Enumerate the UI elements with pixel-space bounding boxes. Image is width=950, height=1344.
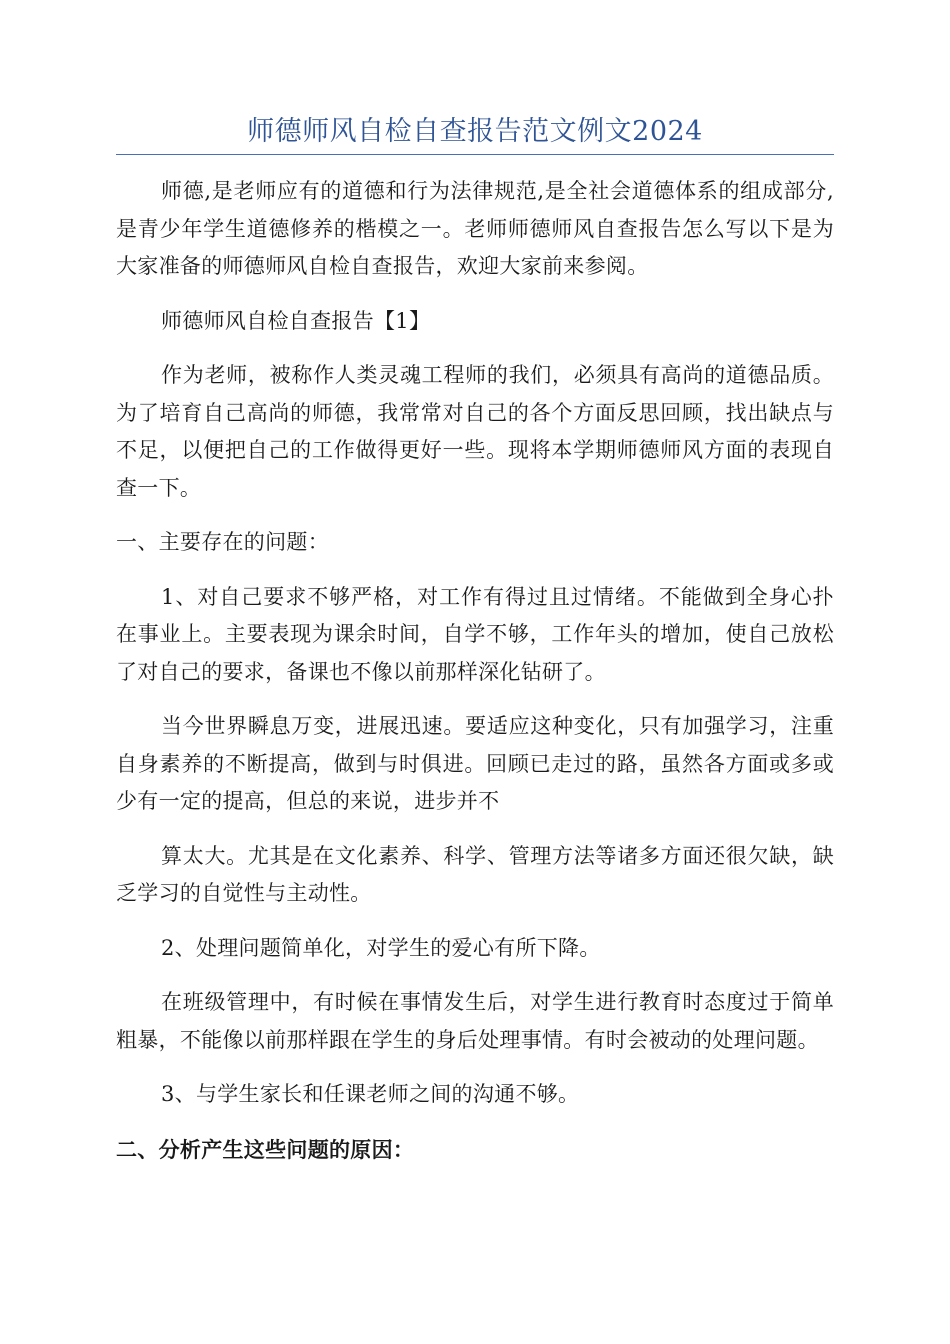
intro-paragraph: 师德,是老师应有的道德和行为法律规范,是全社会道德体系的组成部分,是青少年学生道德修养的楷模之一。老师师德师风自查报告怎么写以下是为大家准备的师德师风自检自查报告，欢迎大家前来参阅。 — [116, 179, 834, 278]
report-subtitle: 师德师风自检自查报告【1】 — [161, 308, 431, 333]
problem-item-3: 3、与学生家长和任课老师之间的沟通不够。 — [161, 1082, 580, 1106]
document-body — [116, 173, 834, 1185]
problem-2-detail: 在班级管理中，有时候在事情发生后，对学生进行教育时态度过于简单粗暴，不能像以前那样跟在学生的身后处理事情。有时会被动的处理问题。 — [116, 990, 834, 1052]
section-heading-causes: 二、分析产生这些问题的原因： — [116, 1136, 415, 1162]
problem-1-detail: 当今世界瞬息万变，进展迅速。要适应这种变化，只有加强学习，注重自身素养的不断提高，做到与时俱进。回顾已走过的路，虽然各方面或多或少有一定的提高，但总的来说，进步并不 — [116, 714, 834, 813]
problem-item-2: 2、处理问题简单化，对学生的爱心有所下降。 — [161, 935, 601, 960]
title-underline — [116, 154, 834, 155]
document-title: 师德师风自检自查报告范文例文2024 — [247, 116, 703, 147]
problem-1-continuation: 算太大。尤其是在文化素养、科学、管理方法等诸多方面还很欠缺，缺乏学习的自觉性与主动性。 — [116, 843, 834, 905]
problem-item-1: 1、对自己要求不够严格，对工作有得过且过情绪。不能做到全身心扑在事业上。主要表现为课余时间，自学不够，工作年头的增加，使自己放松了对自己的要求，备课也不像以前那样深化钻研了。 — [116, 584, 834, 684]
opening-paragraph: 作为老师，被称作人类灵魂工程师的我们，必须具有高尚的道德品质。为了培育自己高尚的师德，我常常对自己的各个方面反思回顾，找出缺点与不足，以便把自己的工作做得更好一些。现将本学期师德师风方面的表现自查一下。 — [116, 363, 834, 500]
section-heading-problems: 一、主要存在的问题： — [116, 530, 329, 554]
